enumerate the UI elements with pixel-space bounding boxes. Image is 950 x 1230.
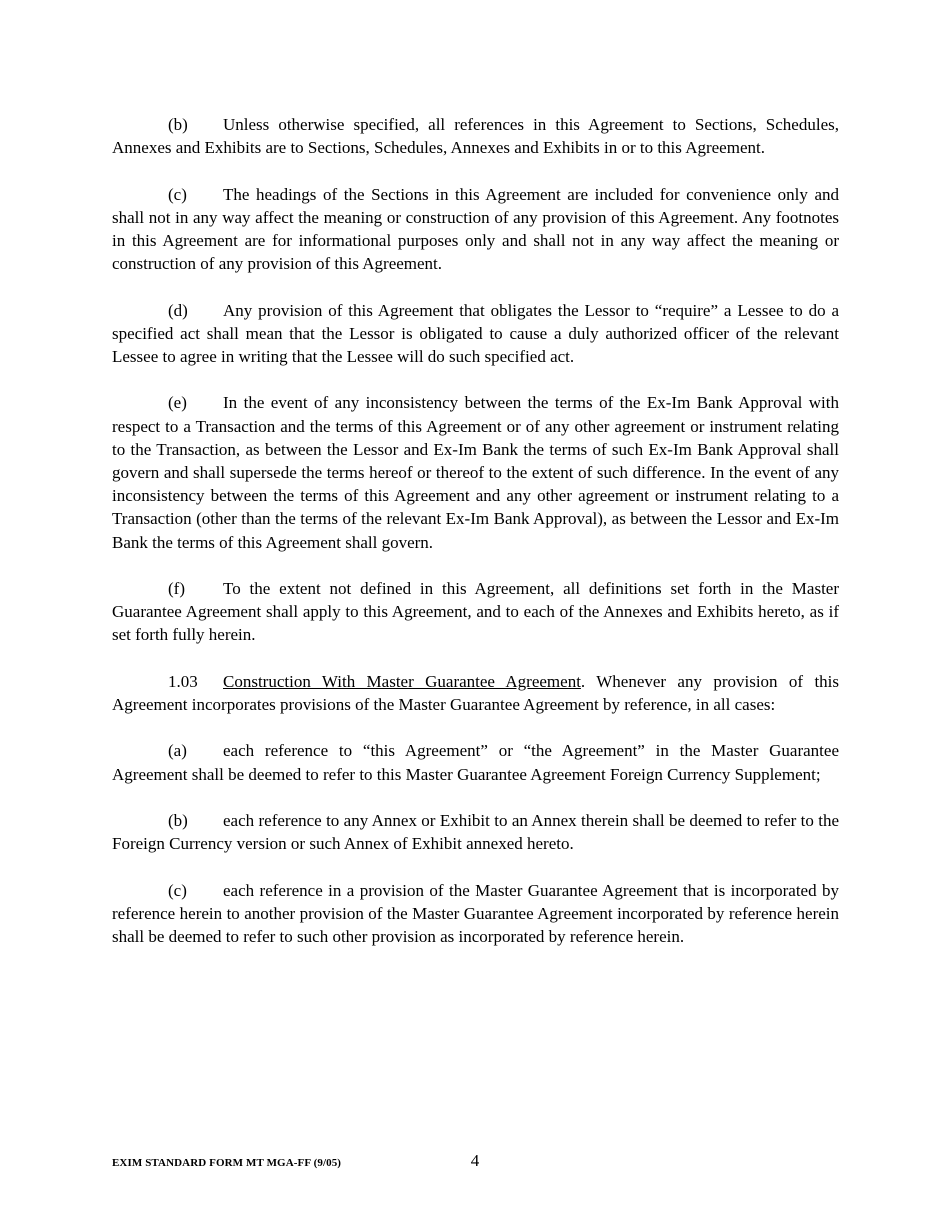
paragraph-c-headings [112,183,839,276]
paragraph-text: To the extent not defined in this Agreement, all definitions set forth in the Master Guarantee Agreement shall apply to this Agreement, and to each of the Annexes and Exhibits hereto, as if set forth fully herein. [112,579,839,645]
paragraph-text: . Whenever any provision of this Agreement incorporates provisions of the Master Guarantee Agreement by reference, in all cases: [112,671,840,714]
paragraph-c-provision-reference [112,879,839,949]
paragraph-text: Any provision of this Agreement that obligates the Lessor to “require” a Lessee to do a specified act shall mean that the Lessor is obligated to cause a duly authorized officer of the relevant Lessee to agree in writing that the Lessee will do such specified act. [112,300,839,366]
paragraph-f-definitions [112,577,839,647]
paragraph-label: (a) [168,741,187,761]
paragraph-text: The headings of the Sections in this Agreement are included for convenience only and shall not in any way affect the meaning or construction of any provision of this Agreement. Any footnotes in this Agreement are for informational purposes only and shall not in any way affect the meaning or construction of any provision of this Agreement. [112,184,839,274]
page-number: 4 [470,1151,480,1170]
paragraph-label: (c) [168,184,187,204]
paragraph-label: (c) [168,880,187,900]
paragraph-b-references [112,113,839,159]
paragraph-e-inconsistency [112,391,839,553]
paragraph-text: each reference to any Annex or Exhibit to an Annex therein shall be deemed to refer to the Foreign Currency version or such Annex of Exhibit annexed hereto. [112,810,839,854]
paragraph-label: (f) [168,579,185,598]
paragraph-a-this-agreement [112,739,839,785]
paragraph-label: (b) [168,810,188,830]
paragraph-text: In the event of any inconsistency between the terms of the Ex-Im Bank Approval with respect to a Transaction and the terms of this Agreement or of any other agreement or instrument relating to the Transaction, as between the Lessor and Ex-Im Bank the terms of such Ex-Im Bank Approval shall govern and shall supersede the terms hereof or thereof to the extent of such difference. In the event of any inconsistency between the terms of this Agreement and any other agreement or instrument relating to a Transaction (other than the terms of the relevant Ex-Im Bank Approval), as between the Lessor and Ex-Im Bank the terms of this Agreement shall govern. [112,393,839,552]
paragraph-d-require [112,299,839,369]
paragraph-text: each reference in a provision of the Master Guarantee Agreement that is incorporated by reference herein to another provision of the Master Guarantee Agreement incorporated by reference herein shall be deemed to refer to such other provision as incorporated by reference herein. [112,880,839,946]
paragraph-text: Unless otherwise specified, all references in this Agreement to Sections, Schedules, Annexes and Exhibits are to Sections, Schedules, Annexes and Exhibits in or to this Agreement. [112,115,839,158]
section-number: 1.03 [168,671,198,691]
footer-form-label: EXIM STANDARD FORM MT MGA-FF (9/05) [112,1157,342,1169]
section-1-03-construction [112,670,839,716]
paragraph-b-annex-reference [112,809,839,855]
paragraph-label: (e) [168,393,187,413]
paragraph-text: each reference to “this Agreement” or “the Agreement” in the Master Guarantee Agreement shall be deemed to refer to this Master Guarantee Agreement Foreign Currency Supplement; [112,741,839,784]
document-body [112,113,839,971]
paragraph-label: (b) [168,115,188,134]
section-heading: Construction With Master Guarantee Agreement [223,671,581,691]
paragraph-label: (d) [168,300,188,320]
